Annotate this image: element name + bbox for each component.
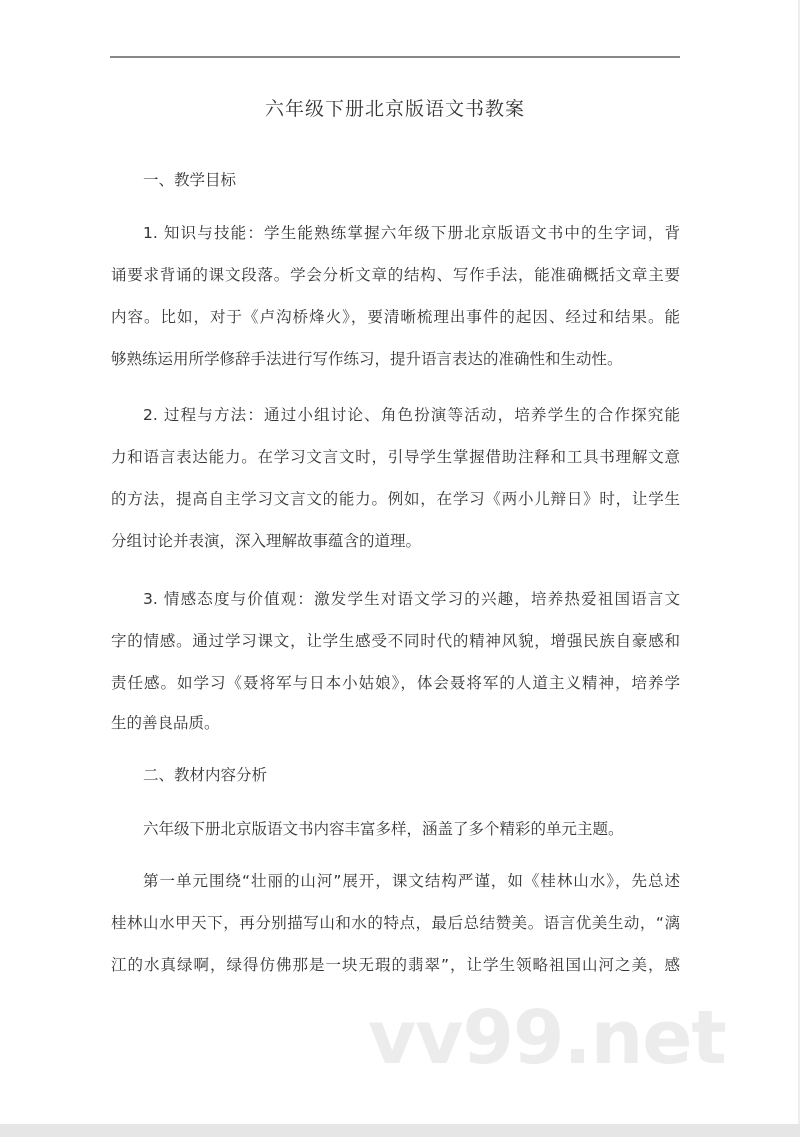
page-bottom-border [0,1124,800,1137]
paragraph-line: 2. 过程与方法：通过小组讨论、角色扮演等活动，培养学生的合作探究能 [143,406,680,424]
section-heading-analysis: 二、教材内容分析 [143,766,268,784]
paragraph-line: 生的善良品质。 [111,714,220,732]
paragraph-line: 字的情感。通过学习课文，让学生感受不同时代的精神风貌，增强民族自豪感和 [111,632,680,650]
paragraph-line: 第一单元围绕“壮丽的山河”展开，课文结构严谨，如《桂林山水》，先总述 [143,872,680,890]
paragraph-line: 江的水真绿啊，绿得仿佛那是一块无瑕的翡翠”，让学生领略祖国山河之美，感 [111,956,680,974]
paragraph-line: 六年级下册北京版语文书内容丰富多样，涵盖了多个精彩的单元主题。 [143,820,624,838]
paragraph-line: 力和语言表达能力。在学习文言文时，引导学生掌握借助注释和工具书理解文意 [111,448,680,466]
watermark: vv99.net [368,995,726,1081]
paragraph-line: 够熟练运用所学修辞手法进行写作练习，提升语言表达的准确性和生动性。 [111,350,623,368]
paragraph-line: 诵要求背诵的课文段落。学会分析文章的结构、写作手法，能准确概括文章主要 [111,266,680,284]
document-title: 六年级下册北京版语文书教案 [264,98,525,120]
paragraph-line: 分组讨论并表演，深入理解故事蕴含的道理。 [111,532,422,550]
paragraph-line: 桂林山水甲天下，再分别描写山和水的特点，最后总结赞美。语言优美生动，“漓 [111,914,680,932]
paragraph-line: 内容。比如，对于《卢沟桥烽火》，要清晰梳理出事件的起因、经过和结果。能 [111,308,680,326]
paragraph-line: 责任感。如学习《聂将军与日本小姑娘》，体会聂将军的人道主义精神，培养学 [111,674,680,692]
section-heading-goals: 一、教学目标 [143,171,237,189]
header-rule [110,56,680,58]
paragraph-line: 3. 情感态度与价值观：激发学生对语文学习的兴趣，培养热爱祖国语言文 [143,590,680,608]
paragraph-line: 的方法，提高自主学习文言文的能力。例如，在学习《两小儿辩日》时，让学生 [111,490,680,508]
paragraph-line: 1. 知识与技能：学生能熟练掌握六年级下册北京版语文书中的生字词，背 [143,224,680,242]
